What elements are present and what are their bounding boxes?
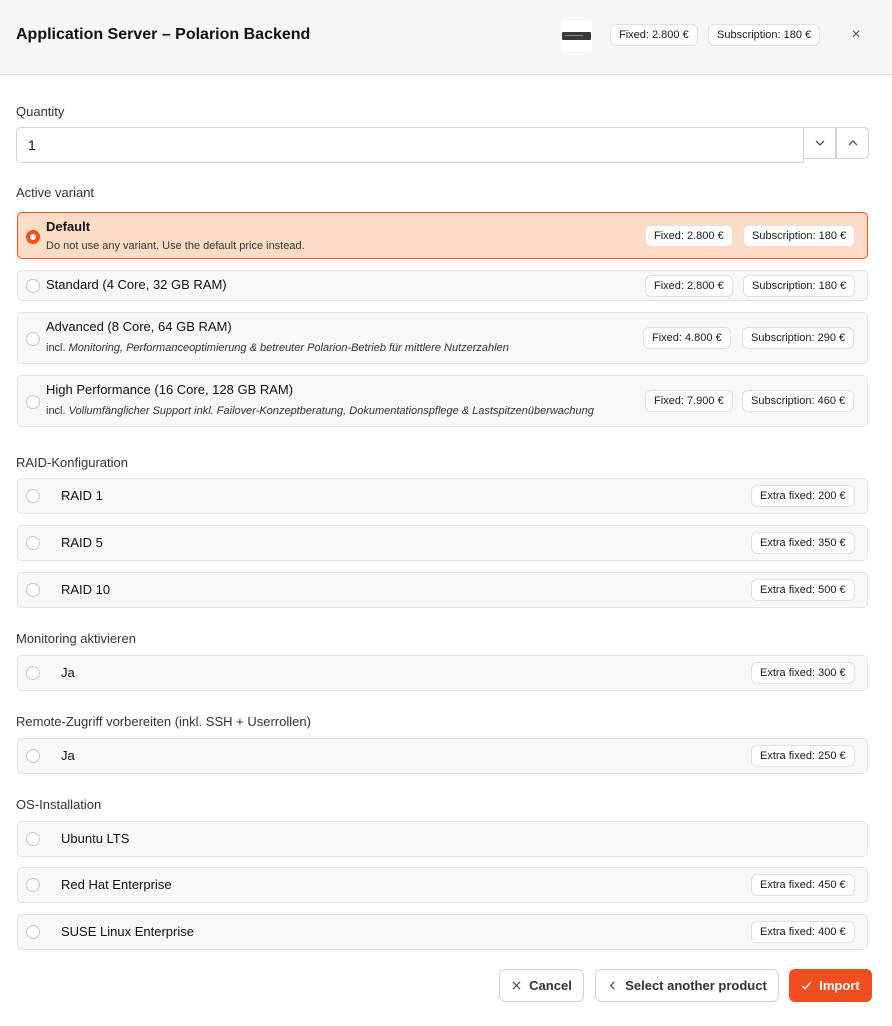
import-button[interactable] (789, 969, 872, 1002)
select-another-product-button[interactable] (595, 969, 779, 1002)
remote-radio[interactable] (26, 749, 40, 763)
os-option-suse[interactable] (17, 914, 868, 950)
monitoring-section-label: Monitoring aktivieren (16, 631, 136, 646)
os-radio[interactable] (26, 878, 40, 892)
option-name: Ja (61, 748, 75, 763)
variant-description: Do not use any variant. Use the default price instead. (46, 240, 305, 252)
variant-subscription-badge: Subscription: 180 € (743, 275, 855, 297)
raid-radio[interactable] (26, 489, 40, 503)
cancel-label: Cancel (529, 978, 572, 993)
option-price-badge: Extra fixed: 200 € (751, 485, 855, 507)
cancel-button[interactable] (499, 969, 584, 1002)
option-price-badge: Extra fixed: 300 € (751, 662, 855, 684)
option-price-badge: Extra fixed: 250 € (751, 745, 855, 767)
os-option-redhat[interactable] (17, 867, 868, 903)
variant-subscription-badge: Subscription: 180 € (743, 225, 855, 247)
option-price-badge: Extra fixed: 500 € (751, 579, 855, 601)
raid-radio[interactable] (26, 583, 40, 597)
variant-fixed-badge: Fixed: 2.800 € (645, 225, 733, 247)
close-icon (511, 980, 522, 991)
variant-name: High Performance (16 Core, 128 GB RAM) (46, 382, 294, 397)
os-radio[interactable] (26, 832, 40, 846)
quantity-stepper (16, 127, 869, 163)
variant-card-advanced[interactable] (17, 312, 868, 364)
option-name: RAID 10 (61, 582, 111, 597)
monitoring-radio[interactable] (26, 666, 40, 680)
variant-subscription-badge: Subscription: 290 € (742, 327, 854, 349)
chevron-up-icon (847, 137, 859, 149)
variant-description-text: Vollumfänglicher Support inkl. Failover-Konzeptberatung, Dokumentationspflege & Lastspitzenüberwachung (68, 405, 594, 417)
chevron-down-icon (814, 137, 826, 149)
dialog-title: Application Server – Polarion Backend (16, 26, 311, 43)
variant-description-prefix: incl. (46, 405, 66, 417)
variant-radio-standard[interactable] (26, 279, 40, 293)
variant-name: Standard (4 Core, 32 GB RAM) (46, 277, 227, 292)
select-another-label: Select another product (625, 978, 767, 993)
product-thumbnail (561, 21, 592, 51)
quantity-increment-button[interactable] (836, 127, 869, 159)
raid-radio[interactable] (26, 536, 40, 550)
variant-card-high-performance[interactable] (17, 375, 868, 427)
variant-description-prefix: incl. (46, 342, 66, 354)
raid-section-label: RAID-Konfiguration (16, 455, 128, 470)
check-icon (801, 980, 812, 991)
raid-option-10[interactable] (17, 572, 868, 608)
chevron-left-icon (607, 980, 618, 991)
quantity-input[interactable] (16, 127, 804, 163)
os-radio[interactable] (26, 925, 40, 939)
variant-fixed-badge: Fixed: 7.900 € (645, 390, 733, 412)
dialog-header (0, 0, 892, 75)
raid-option-1[interactable] (17, 478, 868, 514)
remote-section-label: Remote-Zugriff vorbereiten (inkl. SSH + Userrollen) (16, 714, 311, 729)
raid-option-5[interactable] (17, 525, 868, 561)
header-subscription-badge: Subscription: 180 € (708, 24, 820, 46)
variant-card-standard[interactable] (17, 270, 868, 301)
variant-name: Advanced (8 Core, 64 GB RAM) (46, 319, 232, 334)
variant-radio-high-performance[interactable] (26, 395, 40, 409)
option-name: SUSE Linux Enterprise (61, 924, 194, 939)
close-icon[interactable]: × (851, 26, 861, 43)
variant-fixed-badge: Fixed: 4.800 € (643, 327, 731, 349)
variant-name: Default (46, 219, 91, 234)
variant-subscription-badge: Subscription: 460 € (742, 390, 854, 412)
os-option-ubuntu[interactable] (17, 821, 868, 857)
server-image (562, 32, 591, 40)
option-name: Ubuntu LTS (61, 831, 130, 846)
variant-description-text: Monitoring, Performanceoptimierung & betreuter Polarion-Betrieb für mittlere Nutzerzahlen (68, 342, 509, 354)
option-name: RAID 5 (61, 535, 103, 550)
import-label: Import (819, 978, 860, 993)
variant-section-label: Active variant (16, 185, 95, 200)
quantity-decrement-button[interactable] (803, 127, 836, 159)
option-name: Ja (61, 665, 75, 680)
remote-option-ja[interactable] (17, 738, 868, 774)
quantity-label: Quantity (16, 104, 65, 119)
variant-radio-default[interactable] (26, 230, 40, 244)
os-section-label: OS-Installation (16, 797, 102, 812)
header-fixed-badge: Fixed: 2.800 € (610, 24, 698, 46)
option-price-badge: Extra fixed: 350 € (751, 532, 855, 554)
variant-card-default[interactable] (17, 212, 868, 259)
option-price-badge: Extra fixed: 400 € (751, 921, 855, 943)
option-price-badge: Extra fixed: 450 € (751, 874, 855, 896)
option-name: RAID 1 (61, 488, 103, 503)
variant-fixed-badge: Fixed: 2.800 € (645, 275, 733, 297)
monitoring-option-ja[interactable] (17, 655, 868, 691)
variant-description (46, 405, 594, 417)
variant-description (46, 342, 509, 354)
variant-radio-advanced[interactable] (26, 332, 40, 346)
option-name: Red Hat Enterprise (61, 877, 172, 892)
